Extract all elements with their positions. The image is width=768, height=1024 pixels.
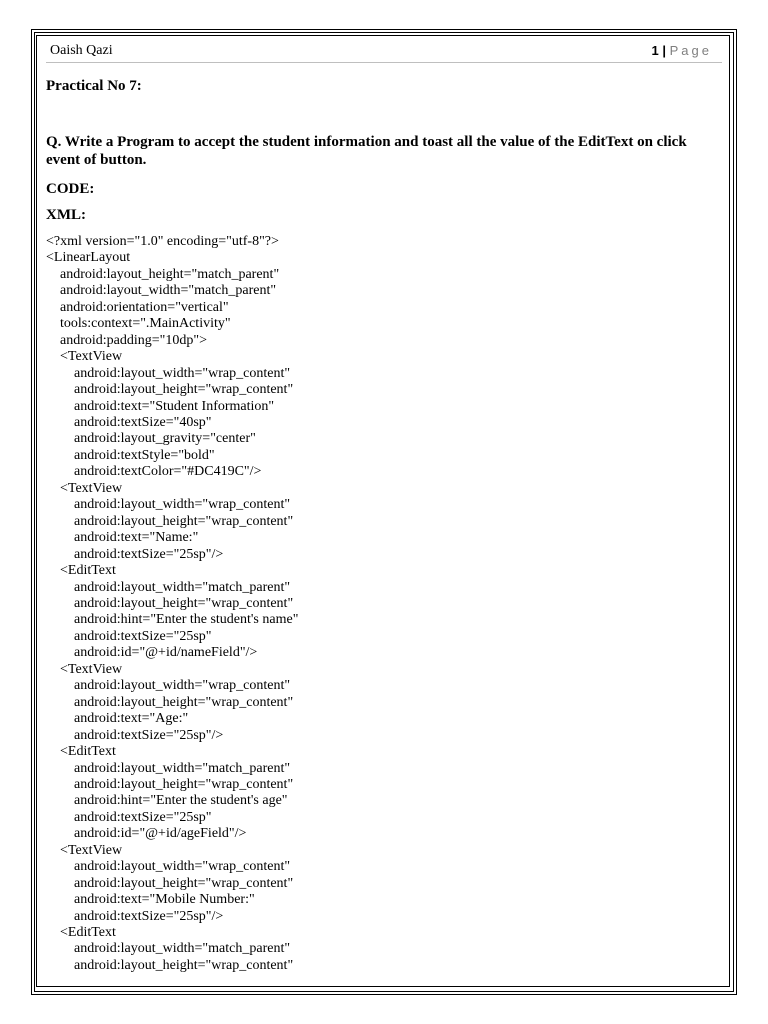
xml-code-block xyxy=(46,234,722,974)
code-line: android:layout_height="wrap_content" xyxy=(46,776,294,792)
code-line: android:layout_gravity="center" xyxy=(46,431,256,447)
question-text: Q. Write a Program to accept the student information and toast all the value of the EditText on click event of button. xyxy=(46,134,687,168)
code-line: <EditText xyxy=(46,744,116,760)
code-line: android:layout_width="wrap_content" xyxy=(46,497,291,513)
page-separator: | xyxy=(662,43,666,58)
code-line: <TextView xyxy=(46,349,123,365)
code-line: android:layout_height="wrap_content" xyxy=(46,382,294,398)
code-line: android:textColor="#DC419C"/> xyxy=(46,464,262,480)
code-line: android:layout_height="wrap_content" xyxy=(46,595,294,611)
practical-title: Practical No 7: xyxy=(46,78,142,94)
code-line: android:textSize="40sp" xyxy=(46,414,212,430)
code-line: android:text="Name:" xyxy=(46,530,199,546)
page-word: Page xyxy=(669,43,712,58)
code-label: CODE: xyxy=(46,181,95,197)
code-line: android:layout_width="wrap_content" xyxy=(46,678,291,694)
code-line: <TextView xyxy=(46,661,123,677)
code-line: android:layout_width="match_parent" xyxy=(46,579,291,595)
code-line: android:textSize="25sp"/> xyxy=(46,908,224,924)
document-body xyxy=(46,76,722,974)
code-line: android:layout_height="wrap_content" xyxy=(46,957,294,973)
code-line: android:layout_width="wrap_content" xyxy=(46,859,291,875)
code-line: <TextView xyxy=(46,480,123,496)
code-line: android:textSize="25sp"/> xyxy=(46,546,224,562)
code-line: <EditText xyxy=(46,563,116,579)
code-line: android:hint="Enter the student's name" xyxy=(46,612,299,628)
code-line: android:padding="10dp"> xyxy=(46,332,207,348)
code-line: android:textStyle="bold" xyxy=(46,447,215,463)
code-line: android:textSize="25sp" xyxy=(46,628,212,644)
header-author: Oaish Qazi xyxy=(50,43,113,58)
code-line: android:textSize="25sp" xyxy=(46,809,212,825)
code-line: android:layout_height="match_parent" xyxy=(46,266,280,282)
code-line: android:hint="Enter the student's age" xyxy=(46,793,288,809)
code-line: android:layout_height="wrap_content" xyxy=(46,513,294,529)
code-line: <?xml version="1.0" encoding="utf-8"?> xyxy=(46,234,279,249)
code-line: android:textSize="25sp"/> xyxy=(46,727,224,743)
code-line: android:layout_width="wrap_content" xyxy=(46,365,291,381)
xml-label: XML: xyxy=(46,207,86,223)
code-line: android:text="Age:" xyxy=(46,711,189,727)
code-line: android:id="@+id/nameField"/> xyxy=(46,645,258,661)
code-line: android:layout_width="match_parent" xyxy=(46,941,291,957)
code-line: <LinearLayout xyxy=(46,250,131,266)
code-line: <EditText xyxy=(46,925,116,941)
header-page-number xyxy=(652,43,713,58)
code-line: <TextView xyxy=(46,842,123,858)
code-line: android:layout_width="match_parent" xyxy=(46,760,291,776)
code-line: android:orientation="vertical" xyxy=(46,299,229,315)
code-line: android:id="@+id/ageField"/> xyxy=(46,826,247,842)
code-line: android:layout_height="wrap_content" xyxy=(46,694,294,710)
code-line: android:layout_width="match_parent" xyxy=(46,283,277,299)
code-line: android:layout_height="wrap_content" xyxy=(46,875,294,891)
page-number: 1 xyxy=(651,43,659,58)
code-line: android:text="Student Information" xyxy=(46,398,275,414)
code-line: tools:context=".MainActivity" xyxy=(46,316,231,332)
page-header xyxy=(46,40,722,63)
code-line: android:text="Mobile Number:" xyxy=(46,892,255,908)
